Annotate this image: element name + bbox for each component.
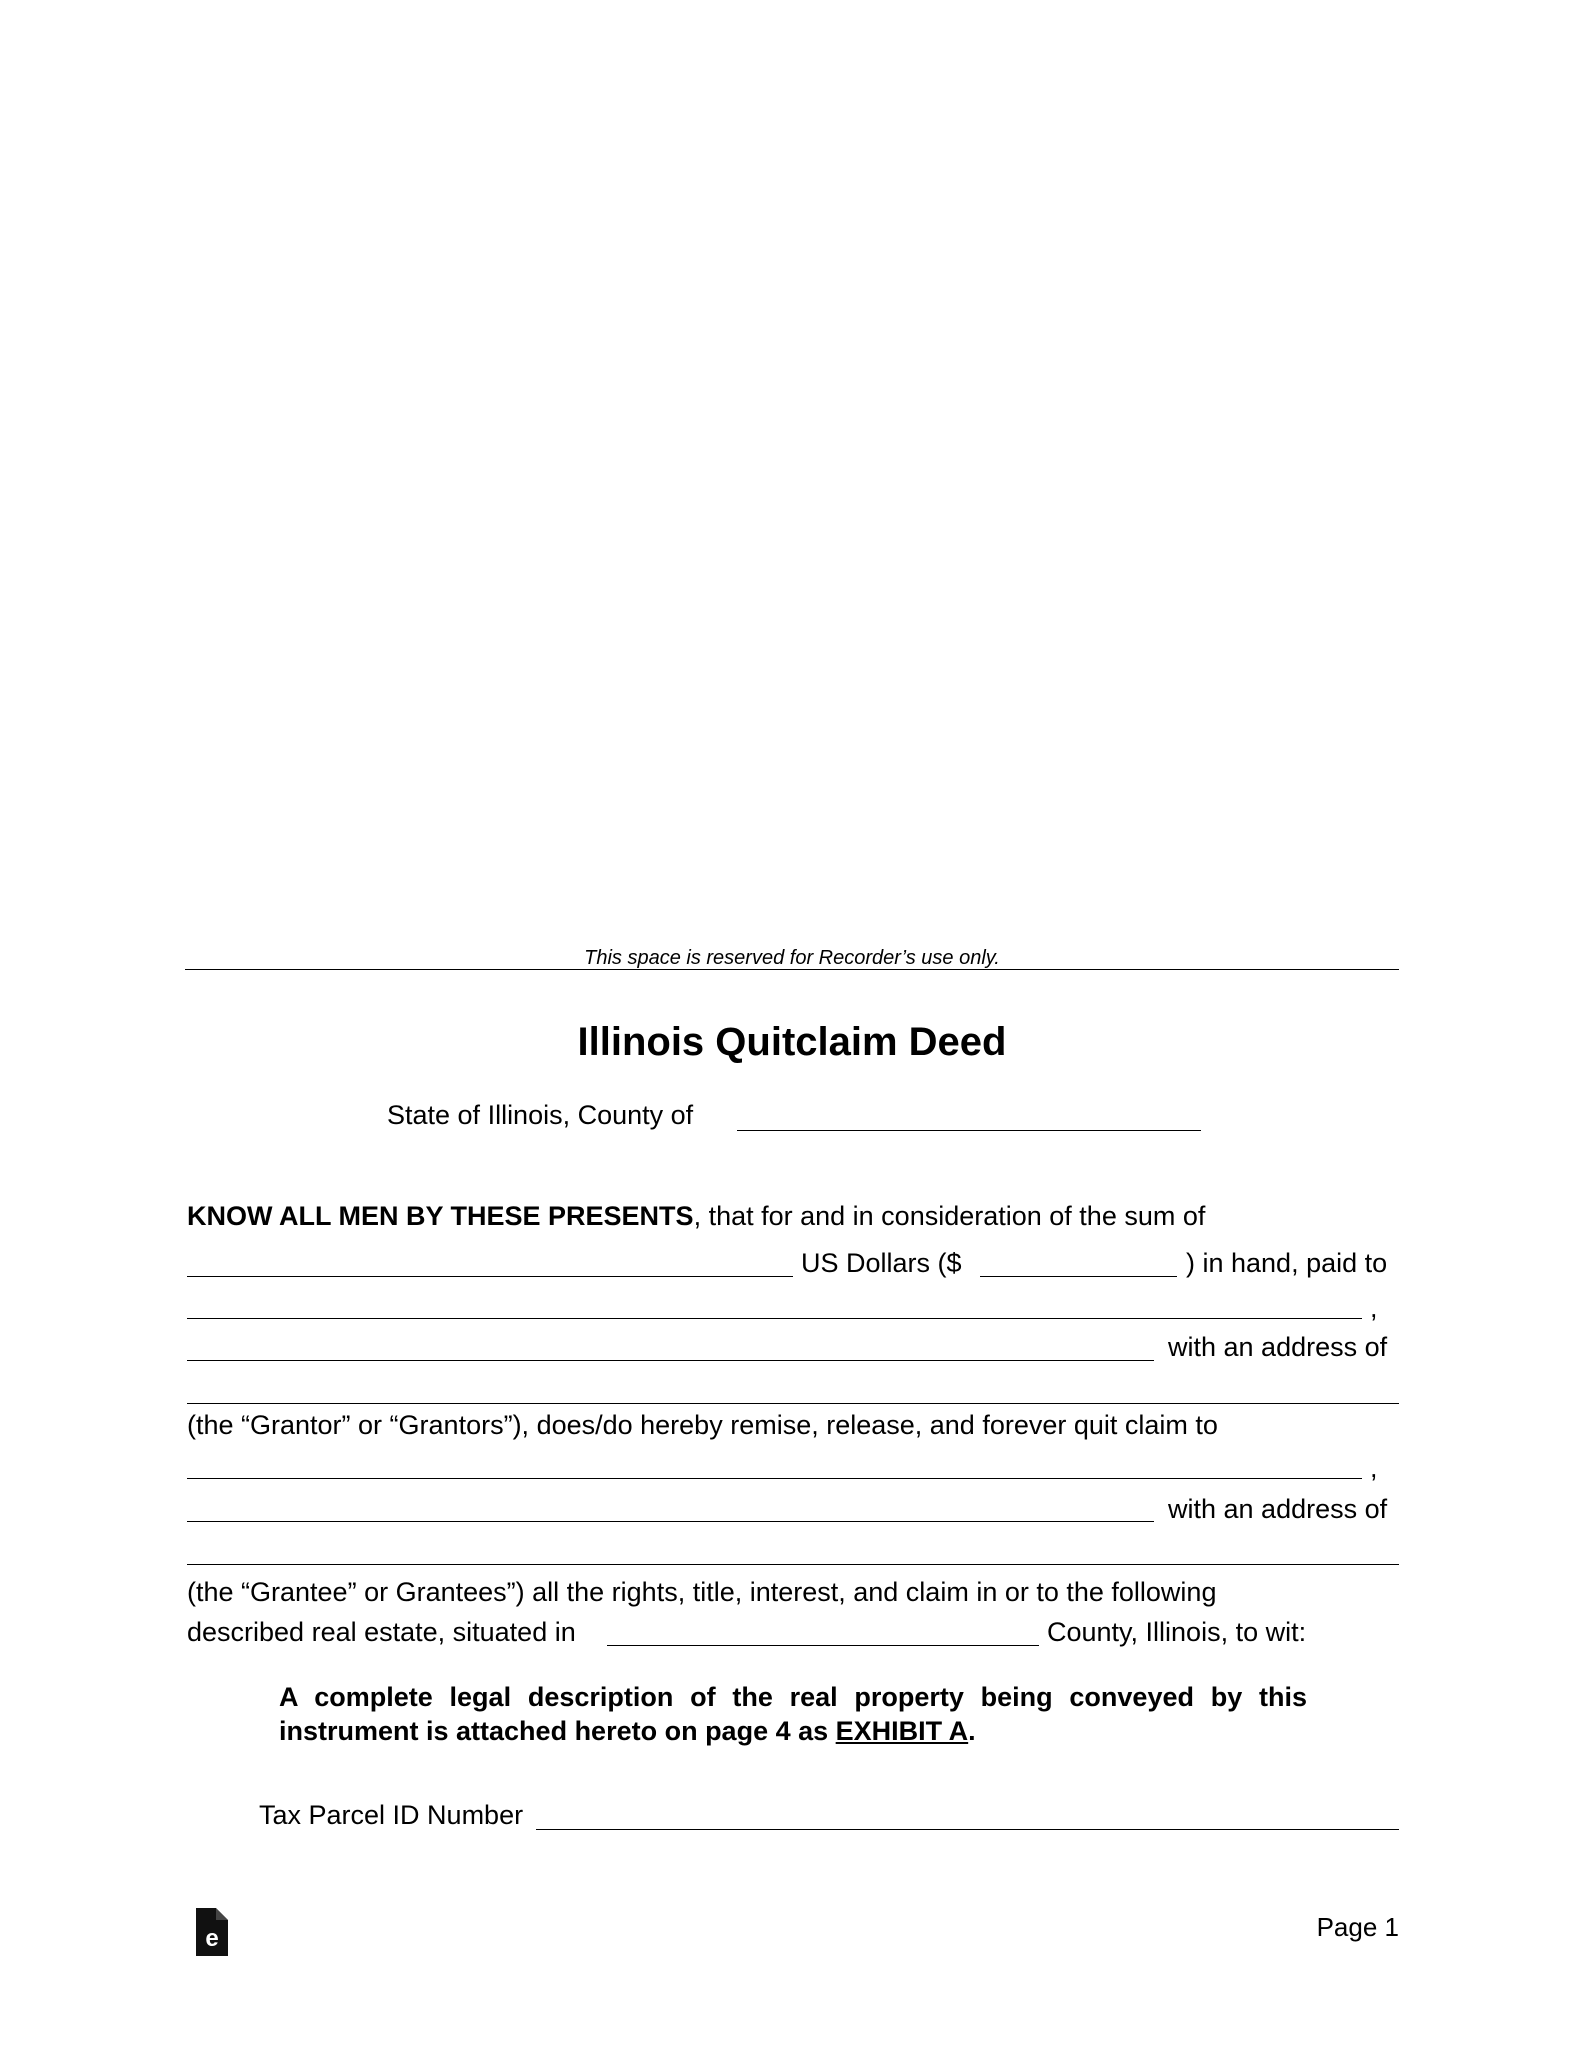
in-hand-paid-to-label: ) in hand, paid to: [1186, 1248, 1388, 1278]
know-all-men-line: [187, 1200, 1205, 1232]
grantor-name-comma: ,: [1370, 1293, 1378, 1323]
grantor-address-blank-2[interactable]: [187, 1403, 1399, 1404]
svg-text:e: e: [205, 1925, 219, 1952]
county-situated-blank[interactable]: [607, 1645, 1039, 1646]
page-number: Page 1: [1316, 1912, 1399, 1942]
county-to-wit-label: County, Illinois, to wit:: [1047, 1617, 1307, 1647]
grantee-address-blank-2[interactable]: [187, 1564, 1399, 1565]
legal-description-text: A complete legal description of the real property being conveyed by this instrument is attached hereto on page 4 as: [279, 1682, 1307, 1746]
county-of-blank[interactable]: [737, 1130, 1201, 1131]
state-county-label: State of Illinois, County of: [387, 1100, 694, 1130]
grantor-name-blank[interactable]: [187, 1318, 1362, 1319]
grantor-with-address-label: with an address of: [1168, 1332, 1388, 1362]
document-e-logo-icon-svg: [194, 1906, 230, 1958]
grantor-address-blank-1[interactable]: [187, 1360, 1154, 1361]
legal-description-note: [279, 1680, 1307, 1748]
grantee-with-address-label: with an address of: [1168, 1494, 1388, 1524]
tax-parcel-blank[interactable]: [536, 1829, 1399, 1830]
legal-description-period: .: [968, 1716, 976, 1746]
sum-words-blank[interactable]: [187, 1276, 793, 1277]
grantee-name-blank[interactable]: [187, 1478, 1362, 1479]
grantor-clause: (the “Grantor” or “Grantors”), does/do hereby remise, release, and forever quit claim to: [187, 1410, 1218, 1440]
document-e-logo-icon: [194, 1906, 230, 1958]
tax-parcel-label: Tax Parcel ID Number: [259, 1800, 524, 1830]
recorder-divider-line: [185, 969, 1399, 970]
know-all-men-heading: KNOW ALL MEN BY THESE PRESENTS: [187, 1201, 694, 1231]
recorder-reserved-note: This space is reserved for Recorder’s use only.: [584, 947, 1000, 969]
grantee-name-comma: ,: [1370, 1453, 1378, 1483]
document-title: Illinois Quitclaim Deed: [577, 1020, 1007, 1064]
sum-amount-blank[interactable]: [980, 1276, 1177, 1277]
grantee-address-blank-1[interactable]: [187, 1521, 1154, 1522]
exhibit-a-reference: EXHIBIT A: [835, 1716, 969, 1746]
described-real-estate-label: described real estate, situated in: [187, 1617, 576, 1647]
consideration-text: , that for and in consideration of the sum of: [693, 1201, 1206, 1231]
us-dollars-label: US Dollars ($: [801, 1248, 962, 1278]
grantee-clause: (the “Grantee” or Grantees”) all the rights, title, interest, and claim in or to the following: [187, 1577, 1217, 1607]
